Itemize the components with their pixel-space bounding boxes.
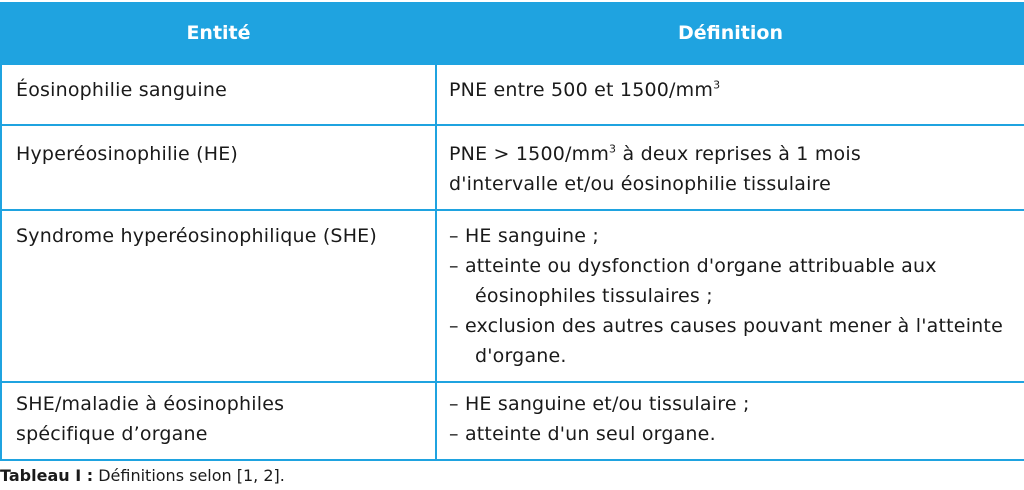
entity-cell — [1, 64, 436, 125]
definitions-table — [0, 2, 1024, 461]
bullet-item: – atteinte ou dysfonction d'organe attribuable aux éosinophiles tissulaires ; — [449, 255, 937, 307]
definition-text-part: PNE > 1500/mm — [449, 143, 610, 165]
entity-text: Hyperéosinophilie (HE) — [16, 143, 239, 165]
entity-cell — [1, 382, 436, 460]
definition-text — [449, 75, 1010, 105]
entity-text: spécifique d’organe — [16, 423, 208, 445]
definition-text — [449, 139, 1010, 169]
bullet-item: – HE sanguine et/ou tissulaire ; — [449, 393, 750, 415]
bullet-item: – atteinte d'un seul organe. — [449, 423, 716, 445]
definition-text-part: PNE entre 500 et 1500/mm — [449, 79, 714, 101]
definition-cell — [436, 382, 1024, 460]
entity-text: Éosinophilie sanguine — [16, 79, 228, 101]
definition-cell — [436, 125, 1024, 210]
superscript: 3 — [609, 142, 617, 156]
definition-text-part: à deux reprises à 1 mois — [616, 143, 861, 165]
bullet-item: – HE sanguine ; — [449, 225, 600, 247]
definition-cell — [436, 210, 1024, 382]
entity-cell — [1, 210, 436, 382]
bullet-item: – exclusion des autres causes pouvant mener à l'atteinte d'organe. — [449, 315, 1003, 367]
definition-text: d'intervalle et/ou éosinophilie tissulaire — [449, 173, 832, 195]
caption-text: Définitions selon [1, 2]. — [93, 466, 285, 485]
header-entite: Entité — [1, 2, 436, 64]
caption-label: Tableau I : — [0, 466, 94, 485]
superscript: 3 — [713, 78, 721, 92]
definition-cell — [436, 64, 1024, 125]
table-row — [1, 125, 1024, 210]
entity-text: Syndrome hyperéosinophilique (SHE) — [16, 225, 377, 247]
table-caption — [0, 466, 285, 485]
entity-text: SHE/maladie à éosinophiles — [16, 393, 285, 415]
table-row — [1, 210, 1024, 382]
entity-cell — [1, 125, 436, 210]
header-definition: Définition — [436, 2, 1024, 64]
table-header-row — [1, 2, 1024, 64]
table-row — [1, 382, 1024, 460]
table-row — [1, 64, 1024, 125]
